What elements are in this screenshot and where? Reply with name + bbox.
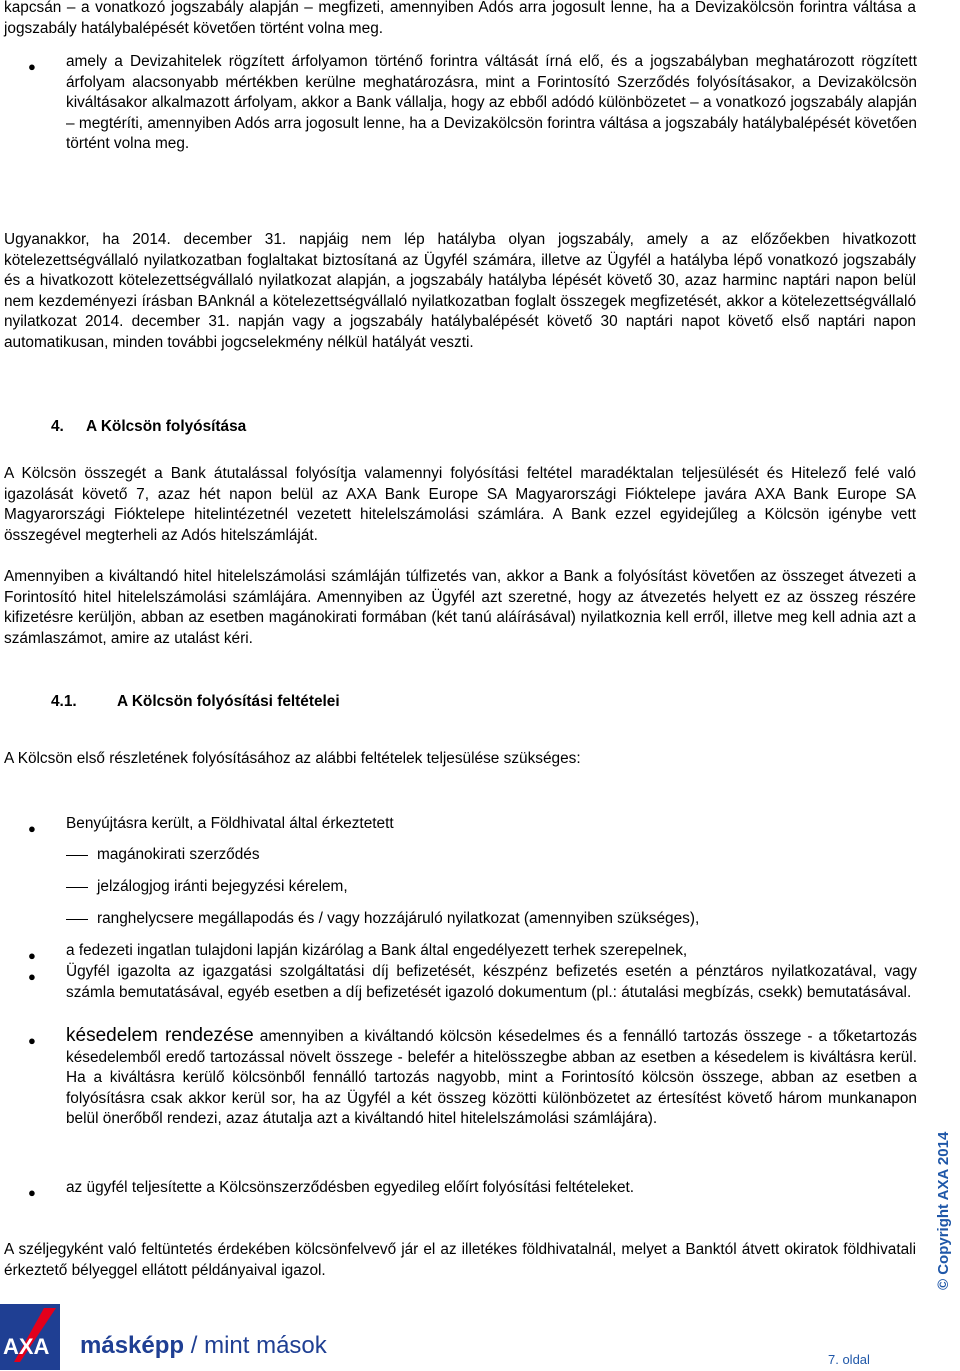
- condition-teljesitette: az ügyfél teljesítette a Kölcsönszerződésben egyedileg előírt folyósítási feltételeket.: [66, 1179, 635, 1196]
- bullet-icon: ●: [28, 969, 36, 984]
- condition-fedezeti: a fedezeti ingatlan tulajdoni lapján kizárólag a Bank által engedélyezett terhek szerepelnek,: [66, 942, 688, 959]
- condition-ugyfel-igazolta: Ügyfél igazolta az igazgatási szolgáltatási díj befizetését, készpénz befizetés esetén a pénztáros nyilatkozatával, vagy számla bemutatásával, egyéb esetben a díj befizetését igazoló dokumentum (pl.: átutalási megbízás, csekk) bemutatásával.: [66, 963, 917, 1001]
- page-number: 7. oldal: [828, 1352, 870, 1367]
- slogan-bold: másképp: [80, 1332, 185, 1359]
- condition-sub-jelzalog: jelzálogjog iránti bejegyzési kérelem,: [97, 878, 348, 895]
- bullet-icon: ●: [28, 59, 36, 74]
- section-4-title: A Kölcsön folyósítása: [86, 418, 247, 435]
- feltetelek-intro: A Kölcsön első részletének folyósításához az alábbi feltételek teljesülése szükséges:: [4, 750, 581, 767]
- section-4-number: 4.: [51, 418, 64, 435]
- bullet-paragraph-amely: amely a Devizahitelek rögzített árfolyamon történő forintra váltását írná elő, és a jogszabályban meghatározott rögzített árfolyam alacsonyabb mértékben kerülne meghatározásra, mint a Forintosító Szerződés folyósításakor, a Devizakölcsön kiváltásakor alkalmazott árfolyam, akkor a Bank vállalja, hogy az ebből adódó különbözetet – a vonatkozó jogszabály alapján – megtéríti, amennyiben Adós arra jogosult lenne, ha a Devizakölcsön forintra váltása a jogszabály hatálybalépését követően történt volna meg.: [66, 53, 917, 153]
- copyright-notice: © Copyright AXA 2014: [935, 1131, 952, 1290]
- condition-benyujtasra: Benyújtásra került, a Földhivatal által érkeztetett: [66, 815, 394, 832]
- condition-sub-ranghely: ranghelycsere megállapodás és / vagy hozzájáruló nyilatkozat (amennyiben szükséges),: [97, 910, 700, 927]
- folyositas-paragraph-1: A Kölcsön összegét a Bank átutalással folyósítja valamennyi folyósítási feltétel maradéktalan teljesülését és Hitelező felé való igazolását követő 7, azaz hét napon belül az AXA Bank Europe SA Magyarországi Fióktelepe javára AXA Bank Europe SA Magyarországi Fióktelepe hitelintézetnél vezetett hitelelszámolási számlára. A Bank ezzel egyidejűleg a Kölcsön igénybe vett összegével megterheli az Adós hitelszámláját.: [4, 465, 916, 544]
- slogan-separator: /: [184, 1332, 205, 1359]
- condition-kesedelem: [66, 1026, 917, 1130]
- dash-icon: [66, 919, 88, 920]
- bullet-icon: ●: [28, 1033, 36, 1048]
- kesedelem-text: amennyiben a kiváltandó kölcsön késedelmes és a fennálló tartozás összege - a tőketartozás késedelemből eredő tartozással növelt összege - belefér a hitelösszegbe abban az esetben a késedelem is kiváltásra kerül. Ha a kiváltásra kerülő kölcsönből fennálló tartozás nagyobb, mint a Forintosító kölcsön összege, abban az esetben a folyósításra csak akkor kerül sor, ha az Ügyfél a két összeg közötti különbözetet az értesítést követő három munkanapon belül önerőből rendezi, azaz átutalja azt a kiváltandó hitel hitelelszámolási számlájára).: [66, 1028, 918, 1128]
- condition-sub-szerzodes: magánokirati szerződés: [97, 846, 260, 863]
- dash-icon: [66, 887, 88, 888]
- section-4-1-title: A Kölcsön folyósítási feltételei: [117, 693, 340, 710]
- bullet-icon: ●: [28, 948, 36, 963]
- section-4-1-number: 4.1.: [51, 693, 77, 710]
- folyositas-paragraph-2: Amennyiben a kiváltandó hitel hitelelszámolási számláján túlfizetés van, akkor a Bank a folyósítást követően az összeget átvezeti a Forintosító hitel hitelelszámolási számlájára. Amennyiben az Ügyfél azt szeretné, hogy az átvezetés helyett ez az összeg részére kifizetésre kerüljön, abban az esetben magánokirati formában (két tanú aláírásával) nyilatkoznia kell erről, illetve meg kell adnia azt a számlaszámot, amire az utalást kéri.: [4, 568, 916, 647]
- dash-icon: [66, 855, 88, 856]
- kesedelem-lead: késedelem rendezése: [66, 1025, 254, 1046]
- foldhivatal-paragraph: A széljegyként való feltüntetés érdekében kölcsönfelvevő jár el az illetékes földhivatalnál, melyet a Banktól átvett okiratok földhivatali érkeztető bélyeggel ellátott példányaival igazol.: [4, 1241, 916, 1279]
- axa-logo: [0, 1304, 60, 1370]
- slogan-thin: mint mások: [204, 1332, 327, 1359]
- ugyanakkor-paragraph: Ugyanakkor, ha 2014. december 31. napjáig nem lép hatályba olyan jogszabály, amely a az előzőekben hivatkozott kötelezettségvállaló nyilatkozatban foglaltakat biztosítaná az Ügyfél számára, illetve az Ügyfél a hatályba lépő vonatkozó jogszabály és a hivatkozott kötelezettségvállaló nyilatkozat alapján, a jogszabály hatályba lépését követő 30, azaz harminc naptári napon belül nem kezdeményezi írásban BAnknál a kötelezettségvállaló nyilatkozatban foglalt összegek megfizetését, akkor a kötelezettségvállaló nyilatkozat 2014. december 31. napján vagy a jogszabály hatálybalépését követő 30 naptári napot követő első naptári napon automatikusan, minden további jogcselekmény nélkül hatályát veszti.: [4, 231, 916, 351]
- axa-logo-text: AXA: [3, 1334, 50, 1359]
- bullet-icon: ●: [28, 1185, 36, 1200]
- bullet-icon: ●: [28, 821, 36, 836]
- slogan: [80, 1332, 327, 1359]
- continuation-paragraph: kapcsán – a vonatkozó jogszabály alapján – megfizeti, amennyiben Adós arra jogosult lenne, ha a Devizakölcsön forintra váltása a jogszabály hatálybalépését követően történt volna meg.: [4, 0, 916, 37]
